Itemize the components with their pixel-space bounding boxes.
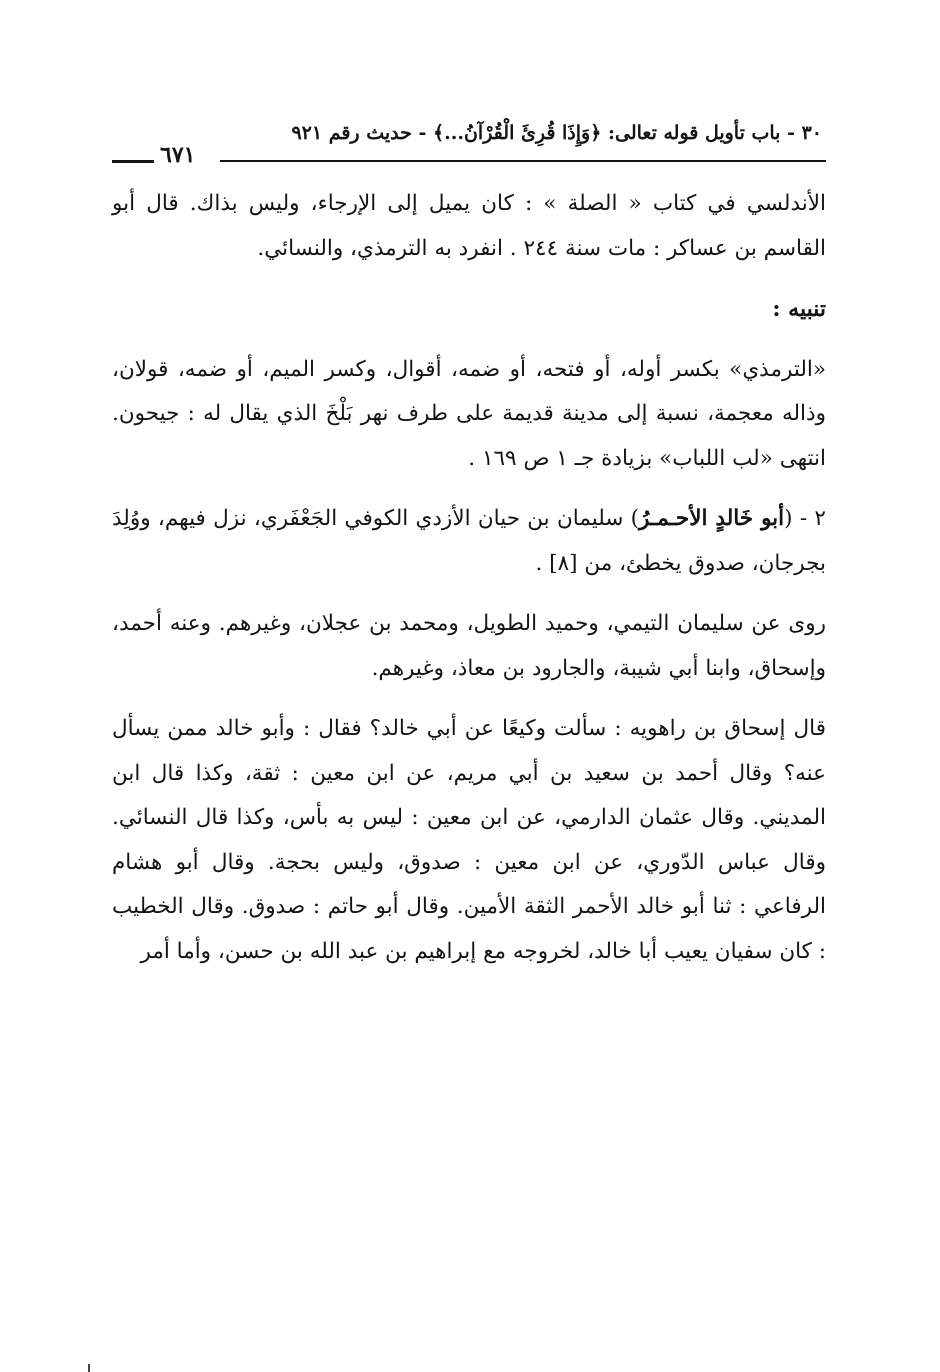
section-heading-tanbih: تنبيه : bbox=[772, 296, 826, 322]
page-number: ٦٧١ bbox=[160, 142, 196, 168]
narrator-description: ) سليمان بن حيان الأزدي الكوفي الجَعْفَري، نزل فيهم، ووُلِدَ بجرجان، صدوق يخطئ، من [٨] . bbox=[112, 506, 826, 576]
page-number-dash bbox=[112, 160, 154, 163]
header-rule bbox=[220, 160, 826, 162]
page-body bbox=[112, 182, 826, 974]
paragraph-continuation: الأندلسي في كتاب « الصلة » : كان يميل إلى الإرجاء، وليس بذاك. قال أبو القاسم بن عساكر : مات سنة ٢٤٤ . انفرد به الترمذي، والنسائي. bbox=[112, 191, 826, 261]
paragraph-narrators: روى عن سليمان التيمي، وحميد الطويل، ومحمد بن عجلان، وغيرهم. وعنه أحمد، وإسحاق، وابنا أبي شيبة، والجارود بن معاذ، وغيرهم. bbox=[112, 611, 826, 681]
running-header bbox=[112, 112, 826, 172]
entry-number: ٢ - ( bbox=[784, 506, 826, 531]
paragraph-tirmidhi-note: «الترمذي» بكسر أوله، أو فتحه، أو ضمه، أقوال، وكسر الميم، أو ضمه، قولان، وذاله معجمة، نسبة إلى مدينة قديمة على طرف نهر بَلْخَ الذي يقال له : جيحون. انتهى «لب اللباب» بزيادة جـ ١ ص ١٦٩ . bbox=[112, 356, 826, 471]
scan-mark bbox=[88, 1364, 90, 1372]
header-title: ٣٠ - باب تأويل قوله تعالى: ﴿وَإِذَا قُرِئَ الْقُرْآنُ...﴾ - حديث رقم ٩٢١ bbox=[291, 122, 822, 144]
paragraph-narrator-entry bbox=[112, 497, 826, 586]
narrator-name: أبو خَالدٍ الأحـمـرُ bbox=[639, 506, 785, 531]
paragraph-evaluations: قال إسحاق بن راهويه : سألت وكيعًا عن أبي خالد؟ فقال : وأبو خالد ممن يسأل عنه؟ وقال أحمد بن سعيد بن أبي مريم، عن ابن معين : ثقة، وكذا قال ابن المديني. وقال عثمان الدارمي، عن ابن معين : ليس به بأس، وكذا قال النسائي. وقال عباس الدّوري، عن ابن معين : صدوق، وليس بحجة. وقال أبو هشام الرفاعي : ثنا أبو خالد الأحمر الثقة الأمين. وقال أبو حاتم : صدوق. وقال الخطيب : كان سفيان يعيب أبا خالد، لخروجه مع إبراهيم بن عبد الله بن حسن، وأما أمر bbox=[112, 716, 826, 964]
